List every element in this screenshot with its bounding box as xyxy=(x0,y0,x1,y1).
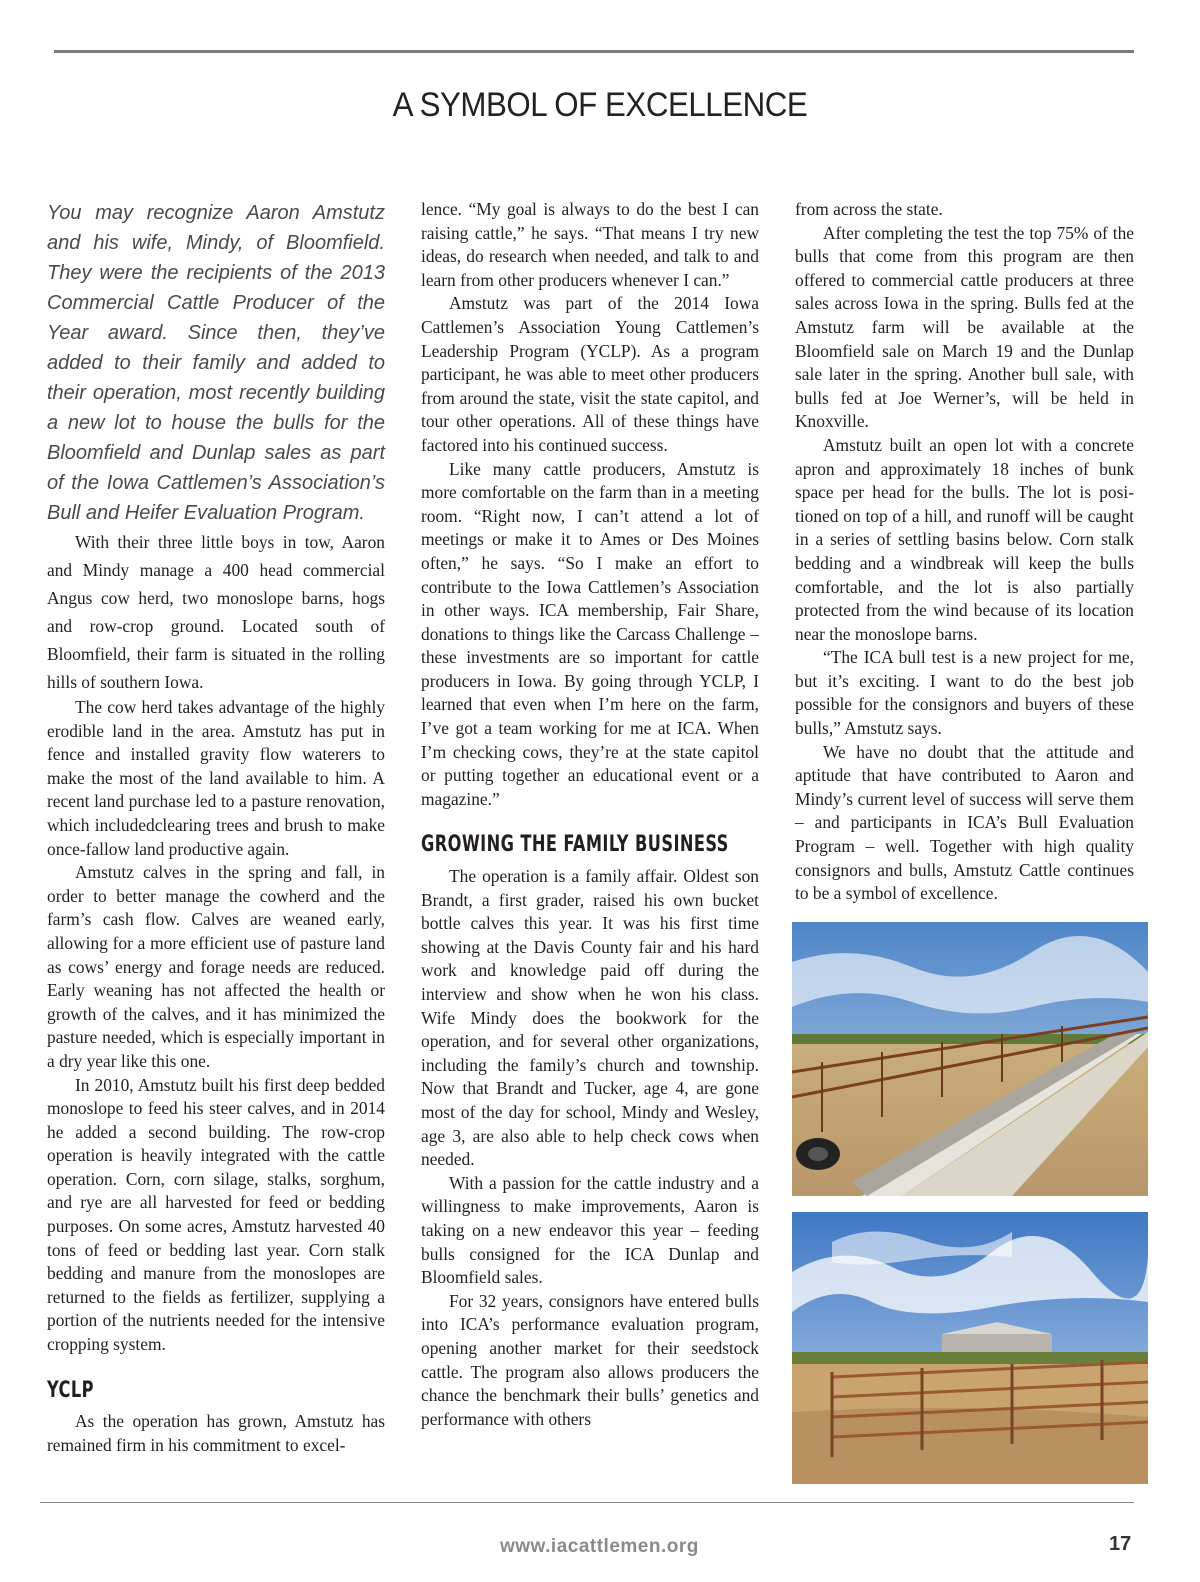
top-rule xyxy=(54,50,1134,53)
column-1 xyxy=(47,198,385,1457)
body-paragraph: Like many cattle producers, Amstutz is more comfortable on the farm than in a meeting room. “Right now, I can’t attend a lot of meetings or make it to Ames or Des Moines often,” he says. “So I make an effort to contribute to the Iowa Cattlemen’s Association in other ways. ICA membership, Fair Share, donations to things like the Carcass Challenge – these investments are so important for cattle producers in Iowa. By going through YCLP, I learned that even when I’m here on the farm, I’ve got a team working for me at ICA. When I’m checking cows, they’re at the state capitol or putting together an educational event or a magazine.” xyxy=(421,458,759,809)
column-2 xyxy=(421,198,759,1431)
footer-website-link[interactable]: www.iacattlemen.org xyxy=(500,1536,699,1557)
body-paragraph: Amstutz built an open lot with a concrete apron and approximately 18 inches of bunk space per head for the bulls. The lot is positioned on top of a hill, and runoff will be caught in a series of settling basins below. Corn stalk bedding and a windbreak will keep the bulls comfortable, and the lot is also partially protected from the wind because of its location near the monoslope barns. xyxy=(795,434,1134,644)
page-number: 17 xyxy=(1109,1533,1132,1555)
body-paragraph: After completing the test the top 75% of the bulls that come from this program are then offered to commercial cattle producers at three sales across Iowa in the spring. Bulls fed at the Amstutz farm will be available at the Bloomfield sale on March 19 and the Dunlap sale later in the spring. Another bull sale, with bulls fed at Joe Werner’s, will be held in Knoxville. xyxy=(795,222,1134,432)
body-paragraph: With a passion for the cattle industry and a willingness to make improvements, Aaron is taking on a new endeavor this year – feeding bulls consigned for the ICA Dunlap and Bloomfield sales. xyxy=(421,1172,759,1288)
body-paragraph: Amstutz was part of the 2014 Iowa Cattlemen’s Association Young Cattlemen’s Leadership Program (YCLP). As a program participant, he was able to meet other producers from around the state, visit the state capitol, and tour other operations. All of these things have factored into his continued success. xyxy=(421,293,759,455)
body-paragraph: Amstutz calves in the spring and fall, in order to better manage the cowherd and the farm’s cash flow. Calves are weaned early, allowing for a more efficient use of pasture land as cows’ energy and forage needs are reduced. Early weaning has not affected the health or growth of the calves, and it has minimized the pasture needed, which is especially important in a dry year like this one. xyxy=(47,862,385,1071)
section-heading-yclp: YCLP xyxy=(47,1377,94,1403)
photo-feed-bunk xyxy=(792,922,1148,1196)
section-heading-family-business: GROWING THE FAMILY BUSINESS xyxy=(421,832,729,858)
body-paragraph: For 32 years, consignors have entered bulls into ICA’s performance evaluation program, opening another market for their seedstock cattle. The program also allows producers the chance the benchmark their bulls’ genetics and performance with others xyxy=(421,1290,759,1429)
body-paragraph: We have no doubt that the attitude and aptitude that have contributed to Aaron and Mindy’s current level of success will serve them – and participants in ICA’s Bull Evaluation Program – well. Together with high quality consignors and bulls, Amstutz Cattle continues to be a symbol of excellence. xyxy=(795,741,1134,904)
intro-paragraph: You may recognize Aaron Amstutz and his wife, Mindy, of Bloomfield. They were the recipients of the 2013 Commercial Cattle Producer of the Year award. Since then, they’ve added to their family and added to their operation, most recently building a new lot to house the bulls for the Bloomfield and Dunlap sales as part of the Iowa Cattlemen’s Association’s Bull and Heifer Evaluation Program. xyxy=(47,202,385,524)
body-paragraph: As the operation has grown, Amstutz has remained firm in his commitment to excel- xyxy=(47,1411,385,1455)
body-paragraph: lence. “My goal is always to do the best I can raising cattle,” he says. “That means I try new ideas, do research when needed, and talk to and learn from other producers whenever I can.” xyxy=(421,199,759,290)
body-paragraph: The cow herd takes advantage of the highly erodible land in the area. Amstutz has put in fence and installed gravity flow waterers to make the most of the land available to him. A recent land purchase led to a pasture renovation, which includedclearing trees and brush to make once-fallow land productive again. xyxy=(47,697,385,859)
photo-fence-and-barns xyxy=(792,1212,1148,1484)
body-paragraph: In 2010, Amstutz built his first deep bedded monoslope to feed his steer calves, and in 2014 he added a second building. The row-crop operation is heavily integrated with the cattle operation. Corn, corn silage, stalks, sorghum, and rye are all harvested for feed or bedding purposes. On some acres, Amstutz harvested 40 tons of feed or bedding last year. Corn stalk bedding and manure from the monoslopes are returned to the fields as fertilizer, supplying a portion of the nutrients needed for the intensive cropping system. xyxy=(47,1074,385,1355)
body-paragraph: “The ICA bull test is a new project for me, but it’s exciting. I want to do the best job possible for the consignors and buyers of these bulls,” Amstutz says. xyxy=(795,647,1134,739)
body-paragraph: The operation is a family affair. Oldest son Brandt, a first grader, raised his own bucket bottle calves this year. It was his first time showing at the Davis County fair and his hard work and knowledge paid off during the interview and show when he won his class. Wife Mindy does the bookwork for the operation, and for several other organizations, including the family’s church and township. Now that Brandt and Tucker, age 4, are gone most of the day for school, Mindy and Wesley, age 3, are also able to help check cows when needed. xyxy=(421,866,759,1170)
body-paragraph: from across the state. xyxy=(795,199,943,219)
page-title: A SYMBOL OF EXCELLENCE xyxy=(392,86,808,124)
column-3 xyxy=(795,198,1134,906)
bottom-rule xyxy=(40,1502,1134,1503)
body-paragraph: With their three little boys in tow, Aaron and Mindy manage a 400 head commercial Angus cow herd, two monoslope barns, hogs and row-crop ground. Located south of Bloomfield, their farm is situated in the rolling hills of southern Iowa. xyxy=(47,532,385,692)
